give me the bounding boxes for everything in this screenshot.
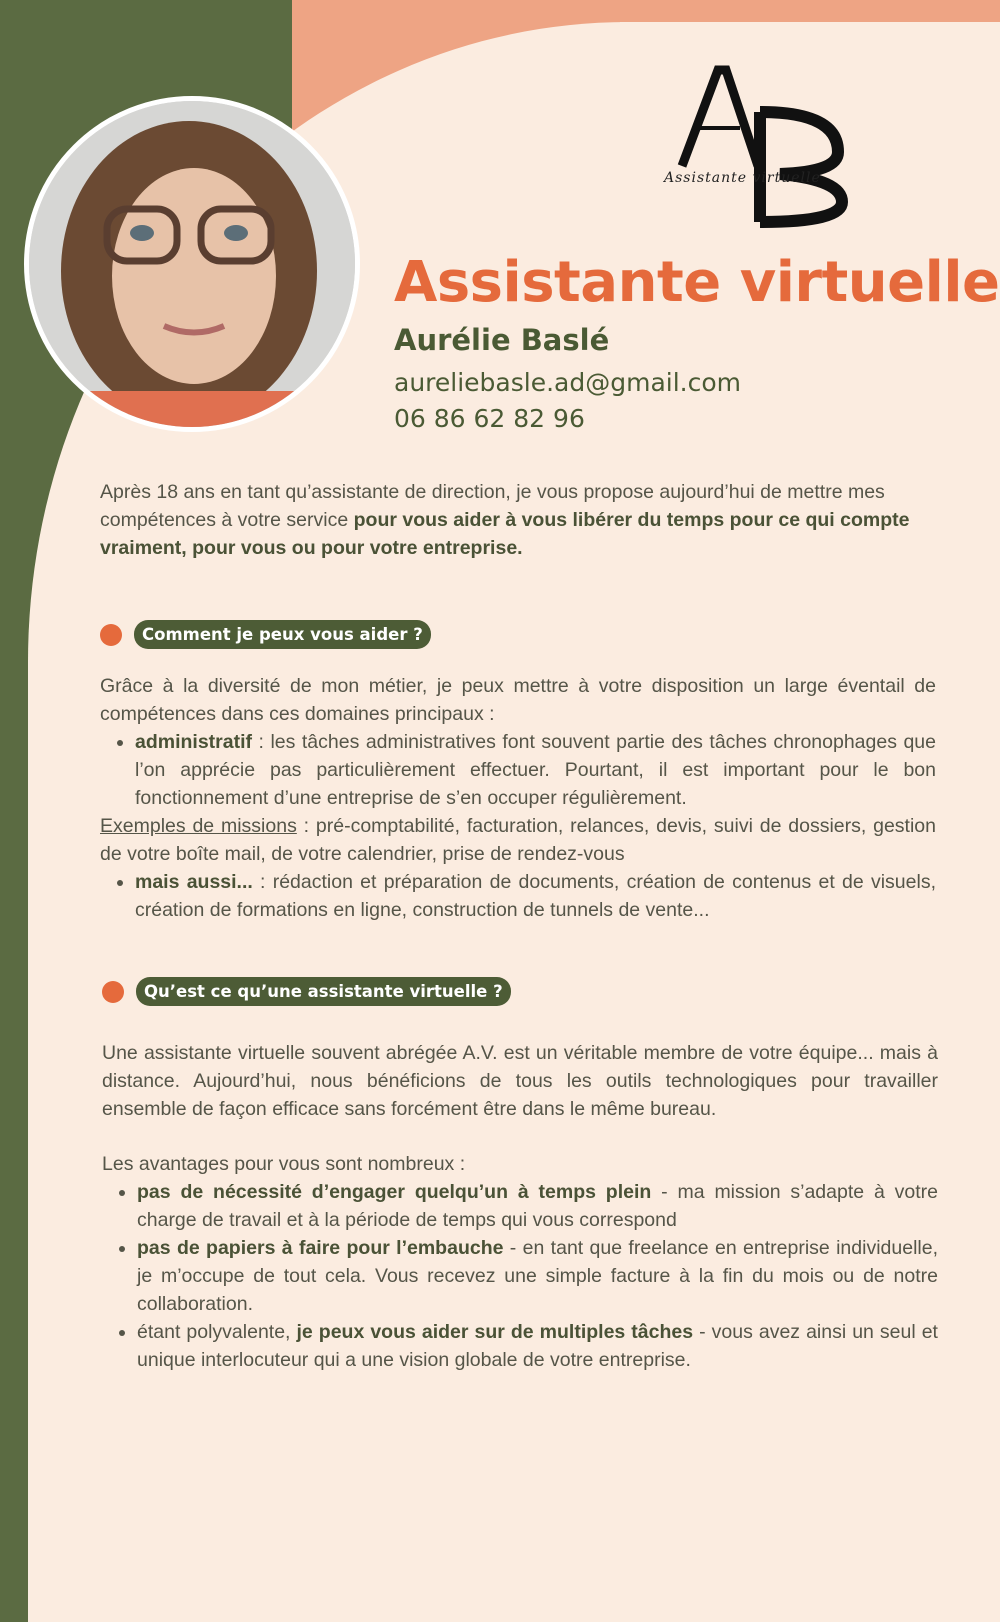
intro-bold: pour vous aider à vous libérer du temps pour ce qui compte vraiment, pour vous ou pour votre entreprise. [100, 509, 910, 559]
person-name: Aurélie Baslé [394, 323, 610, 357]
section1-lead: Grâce à la diversité de mon métier, je peux mettre à votre disposition un large éventail de compétences dans ces domaines principaux : [100, 675, 936, 725]
item-bold: pas de papiers à faire pour l’embauche [137, 1237, 504, 1259]
item-bold: pas de nécessité d’engager quelqu’un à temps plein [137, 1181, 652, 1203]
item-bold: mais aussi... [135, 871, 253, 893]
logo-tagline: Assistante virtuelle [664, 170, 821, 186]
logo-ab [660, 62, 870, 232]
examples-line [100, 812, 936, 868]
section1-content [100, 672, 936, 924]
profile-photo [24, 96, 360, 432]
item-text: étant polyvalente, [137, 1321, 297, 1343]
section2-paragraph: Une assistante virtuelle souvent abrégée A.V. est un véritable membre de votre équipe... mais à distance. Aujourd’hui, nous bénéficions de tous les outils technologiques pour travailler ensemble de façon efficace sans forcément être dans le même bureau. [102, 1042, 938, 1120]
item-text: - ma mission s’adapte à votre charge de travail et à la période de temps qui vous correspond [137, 1181, 939, 1231]
list-item [137, 1318, 938, 1374]
item-text: - vous avez ainsi un seul et unique interlocuteur qui a une vision globale de votre entreprise. [137, 1321, 938, 1371]
email-link[interactable]: aureliebasle.ad@gmail.com [394, 368, 741, 397]
list-item [137, 1178, 938, 1234]
section-pill: Qu’est ce qu’une assistante virtuelle ? [136, 977, 511, 1006]
item-bold: administratif [135, 731, 253, 753]
examples-text: : pré-comptabilité, facturation, relances, devis, suivi de dossiers, gestion de votre boîte mail, de votre calendrier, prise de rendez-vous [100, 815, 937, 865]
advantages-lead: Les avantages pour vous sont nombreux : [102, 1153, 466, 1175]
page-title: Assistante virtuelle [394, 250, 1000, 315]
intro-paragraph [100, 478, 940, 562]
list-item [135, 728, 936, 812]
advantages-block [102, 1150, 938, 1374]
section-pill: Comment je peux vous aider ? [134, 620, 431, 649]
intro-plain: Après 18 ans en tant qu’assistante de direction, je vous propose aujourd’hui de mettre mes compétences à votre service [100, 481, 885, 531]
item-text: : les tâches administratives font souvent partie des tâches chronophages que l’on apprécie pas particulièrement effectuer. Pourtant, il est important pour le bon fonctionnement d’une entreprise de s’en occuper régulièrement. [135, 731, 936, 809]
item-text: : rédaction et préparation de documents, création de contenus et de visuels, création de formations en ligne, construction de tunnels de vente... [135, 871, 936, 921]
phone-number[interactable]: 06 86 62 82 96 [394, 404, 585, 433]
list-item [135, 868, 936, 924]
bullet-dot-icon [102, 981, 124, 1003]
examples-label: Exemples de missions [100, 815, 297, 837]
item-text: - en tant que freelance en entreprise individuelle, je m’occupe de tout cela. Vous recevez une simple facture à la fin du mois ou de notre collaboration. [137, 1237, 938, 1315]
list-item [137, 1234, 938, 1318]
section-heading-help [100, 620, 431, 649]
item-bold: je peux vous aider sur de multiples tâches [296, 1321, 694, 1343]
section-heading-what-is [102, 977, 511, 1006]
bullet-dot-icon [100, 624, 122, 646]
